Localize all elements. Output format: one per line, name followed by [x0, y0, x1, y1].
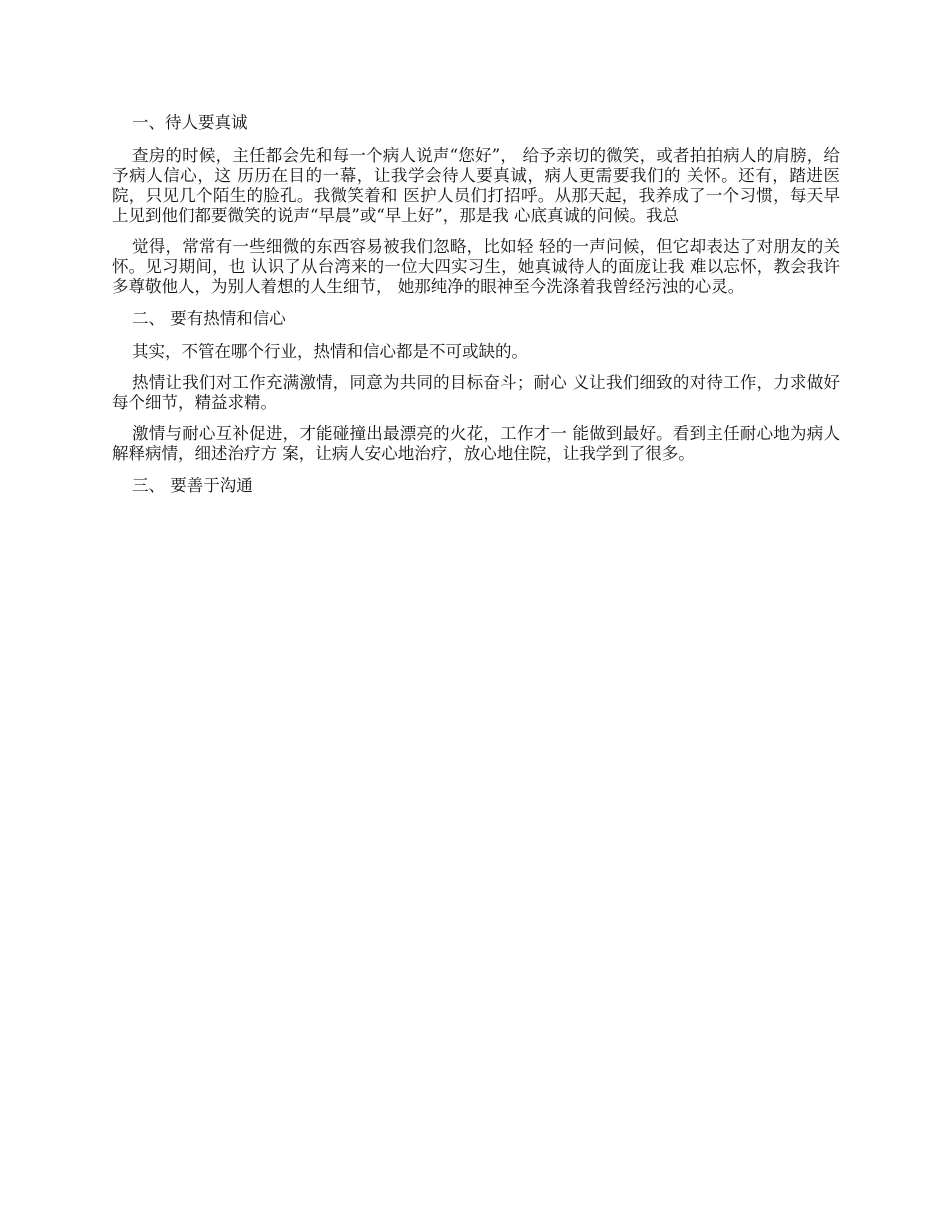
- section-heading-3: 三、 要善于沟通: [132, 476, 253, 495]
- section-1-paragraph-1: 查房的时候，主任都会先和每一个病人说声“您好”， 给予亲切的微笑，或者拍拍病人的肩膀，给予病人信心，这 历历在目的一幕，让我学会待人要真诚，病人更需要我们的 关怀。还有，踏进医院，只见几个陌生的脸孔。我微笑着和 医护人员们打招呼。从那天起，我养成了一个习惯，每天早 上见到他们都要微笑的说声“早晨”或“早上好”，那是我 心底真诚的问候。我总: [112, 146, 840, 225]
- section-heading-1: 一、待人要真诚: [132, 113, 248, 132]
- section-heading-2: 二、 要有热情和信心: [132, 309, 286, 328]
- section-2-paragraph-2: 热情让我们对工作充满激情，同意为共同的目标奋斗；耐心 义让我们细致的对待工作，力求做好每个细节，精益求精。: [112, 373, 840, 412]
- section-2-paragraph-1: 其实，不管在哪个行业，热情和信心都是不可或缺的。: [132, 342, 528, 361]
- section-1-paragraph-2: 觉得，常常有一些细微的东西容易被我们忽略，比如轻 轻的一声问候，但它却表达了对朋友的关怀。见习期间，也 认识了从台湾来的一位大四实习生，她真诚待人的面庞让我 难以忘怀，教会我许多尊敬他人，为别人着想的人生细节， 她那纯净的眼神至今洗涤着我曾经污浊的心灵。: [112, 237, 840, 296]
- document-page: [112, 112, 840, 509]
- section-2-paragraph-3: 激情与耐心互补促进，才能碰撞出最漂亮的火花，工作才一 能做到最好。看到主任耐心地为病人解释病情，细述治疗方 案，让病人安心地治疗，放心地住院，让我学到了很多。: [112, 424, 840, 463]
